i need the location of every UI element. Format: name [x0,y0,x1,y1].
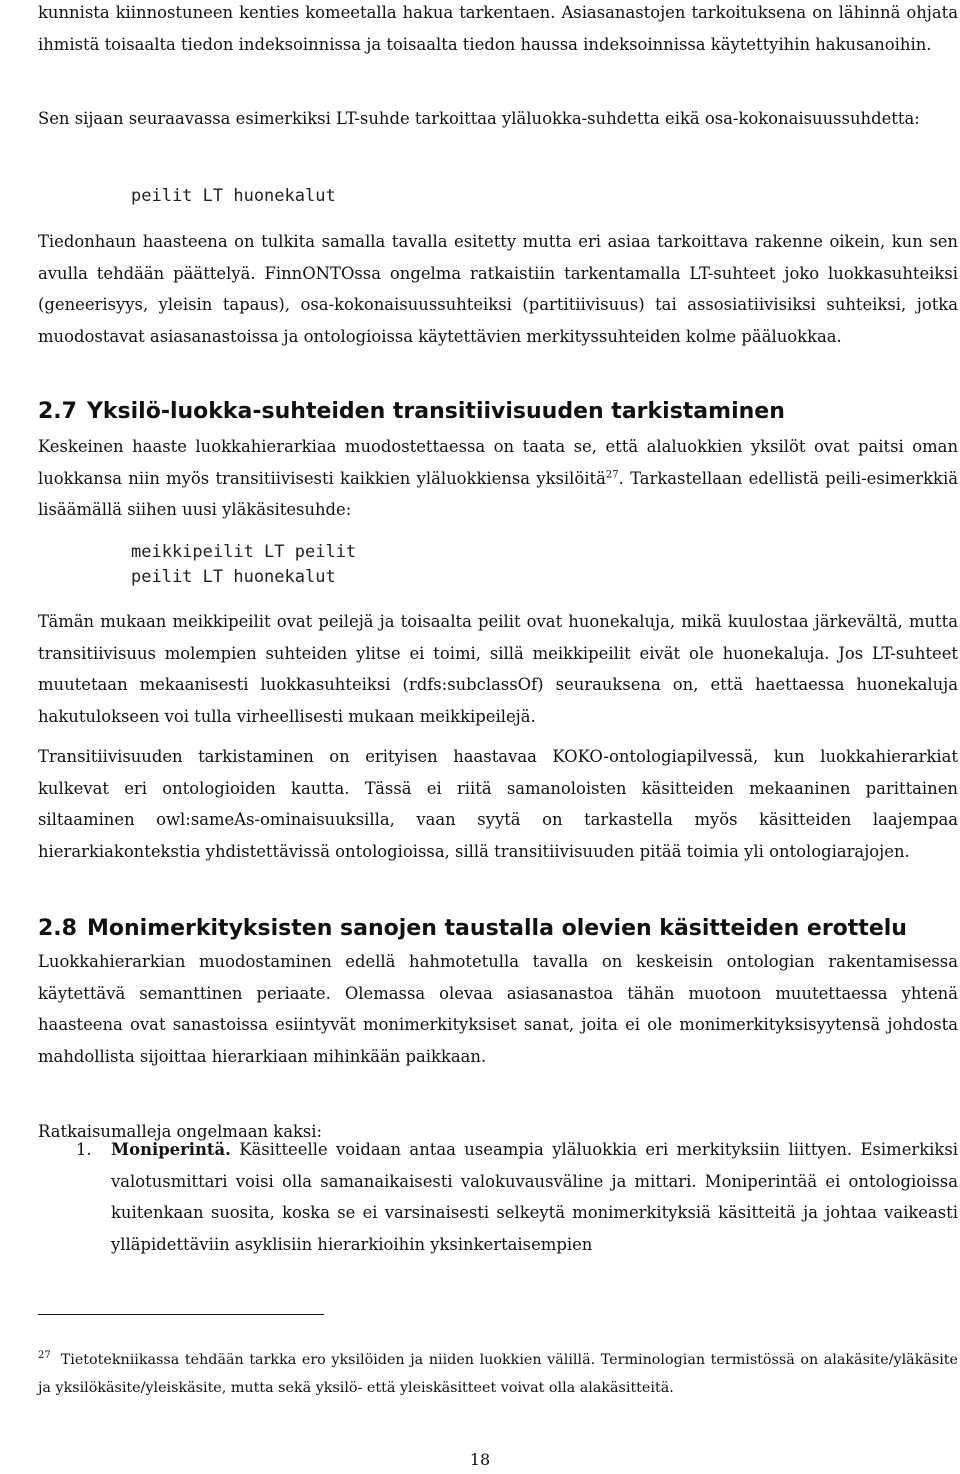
footnote-separator [38,1314,324,1315]
footnote [38,1346,958,1402]
code-line: peilit LT huonekalut [131,567,336,587]
paragraph-tiedonhaun: Tiedonhaun haasteena on tulkita samalla tavalla esitetty mutta eri asiaa tarkoittava rakenne oikein, kun sen avulla tehdään päättelyä. FinnONTOssa ongelma ratkaistiin tarkentamalla LT-suhteet joko luokkasuhteiksi (geneerisyys, yleisin tapaus), osa-kokonaisuussuhteiksi (partitiivisuus) tai assosiatiivisiksi suhteiksi, jotka muodostavat asiasanastoissa ja ontologioissa käytettävien merkityssuhteiden kolme pääluokkaa. [38,232,958,346]
code-line: meikkipeilit LT peilit [131,542,357,562]
footnote-reference[interactable]: 27 [605,469,619,481]
footnote-number: 27 [38,1350,51,1362]
paragraph-2-8-1: Luokkahierarkian muodostaminen edellä hahmotetulla tavalla on keskeisin ontologian rakentamisessa käytettävä semanttinen periaate. Olemassa olevaa asiasanastoa tähän muotoon muutettaessa yhtenä haasteena ovat sanastoissa esiintyvät monimerkityksiset sanat, joita ei ole monimerkityksisyytensä johdosta mahdollista sijoittaa hierarkiaan mihinkään paikkaan. [38,952,958,1066]
paragraph-2-7-2: Tämän mukaan meikkipeilit ovat peilejä ja toisaalta peilit ovat huonekaluja, mikä kuulostaa järkevältä, mutta transitiivisuus molempien suhteiden ylitse ei toimi, sillä meikkipeilit eivät ole huonekaluja. Jos LT-suhteet muutetaan mekaanisesti luokkasuhteiksi (rdfs:subclassOf) seurauksena on, että haettaessa huonekaluja hakutulokseen voi tulla virheellisesti mukaan meikkipeilejä. [38,612,958,726]
paragraph-intro-continuation: kunnista kiinnostuneen kenties komeetalla hakua tarkentaen. Asiasanastojen tarkoituksena on lähinnä ohjata ihmistä toisaalta tiedon indeksoinnissa ja toisaalta tiedon haussa indeksoinnissa käytettyihin hakusanoihin. [38,3,958,54]
text-run: Keskeinen haaste luokkahierarkiaa muodostettaessa on taata se, että alaluokkien yksilöt ovat paitsi oman luokkansa niin myös transitiivisesti kaikkien yläluokkiensa yksilöitä [38,437,958,488]
section-title: Monimerkityksisten sanojen taustalla olevien käsitteiden erottelu [86,916,907,941]
paragraph-2-7-3: Transitiivisuuden tarkistaminen on erityisen haastavaa KOKO-ontologiapilvessä, kun luokkahierarkiat kulkevat eri ontologioiden kautta. Tässä ei riitä samanoloisten käsitteiden mekaaninen parittainen siltaaminen owl:sameAs-ominaisuuksilla, vaan syytä on tarkastella myös käsitteiden laajempaa hierarkiakontekstia yhdistettävissä ontologioissa, sillä transitiivisuuden pitää toimia yli ontologiarajojen. [38,747,958,861]
paragraph-2-8-2: Ratkaisumalleja ongelmaan kaksi: [38,1122,323,1141]
code-example-2 [131,540,356,590]
footnote-text: Tietotekniikassa tehdään tarkka ero yksilöiden ja niiden luokkien välillä. Terminologian termistössä on alakäsite/yläkäsite ja yksilökäsite/yleiskäsite, mutta sekä yksilö- että yleiskäsitteet voivat olla alakäsitteitä. [38,1352,958,1396]
code-example-1: peilit LT huonekalut [131,186,336,206]
paragraph-2-7-1 [38,431,958,526]
list-item-term: Moniperintä. [111,1140,231,1159]
text-run: . Tarkastellaan edellistä peili-esimerkkiä lisäämällä siihen uusi yläkäsitesuhde: [38,468,958,519]
list-marker: 1. [76,1140,92,1159]
list-item-text: Käsitteelle voidaan antaa useampia yläluokkia eri merkityksiin liittyen. Esimerkiksi valotusmittari voisi olla samanaikaisesti valokuvausväline ja mittari. Moniperintää ei ontologioissa kuitenkaan suosita, koska se ei varsinaisesti selkeytä monimerkityksiä käsitteitä ja johtaa vaikeasti ylläpidettäviin asyklisiin hierarkioihin yksinkertaisempien [111,1140,958,1254]
section-heading-2-7 [38,397,785,427]
section-number: 2.8 [38,916,77,941]
paragraph-lt-intro: Sen sijaan seuraavassa esimerkiksi LT-suhde tarkoittaa yläluokka-suhdetta eikä osa-kokonaisuussuhdetta: [38,109,920,128]
section-heading-2-8 [38,914,907,944]
section-title: Yksilö-luokka-suhteiden transitiivisuuden tarkistaminen [86,399,785,424]
section-number: 2.7 [38,399,77,424]
solution-list [38,1134,958,1260]
page-number: 18 [469,1450,491,1469]
list-item [38,1134,958,1260]
